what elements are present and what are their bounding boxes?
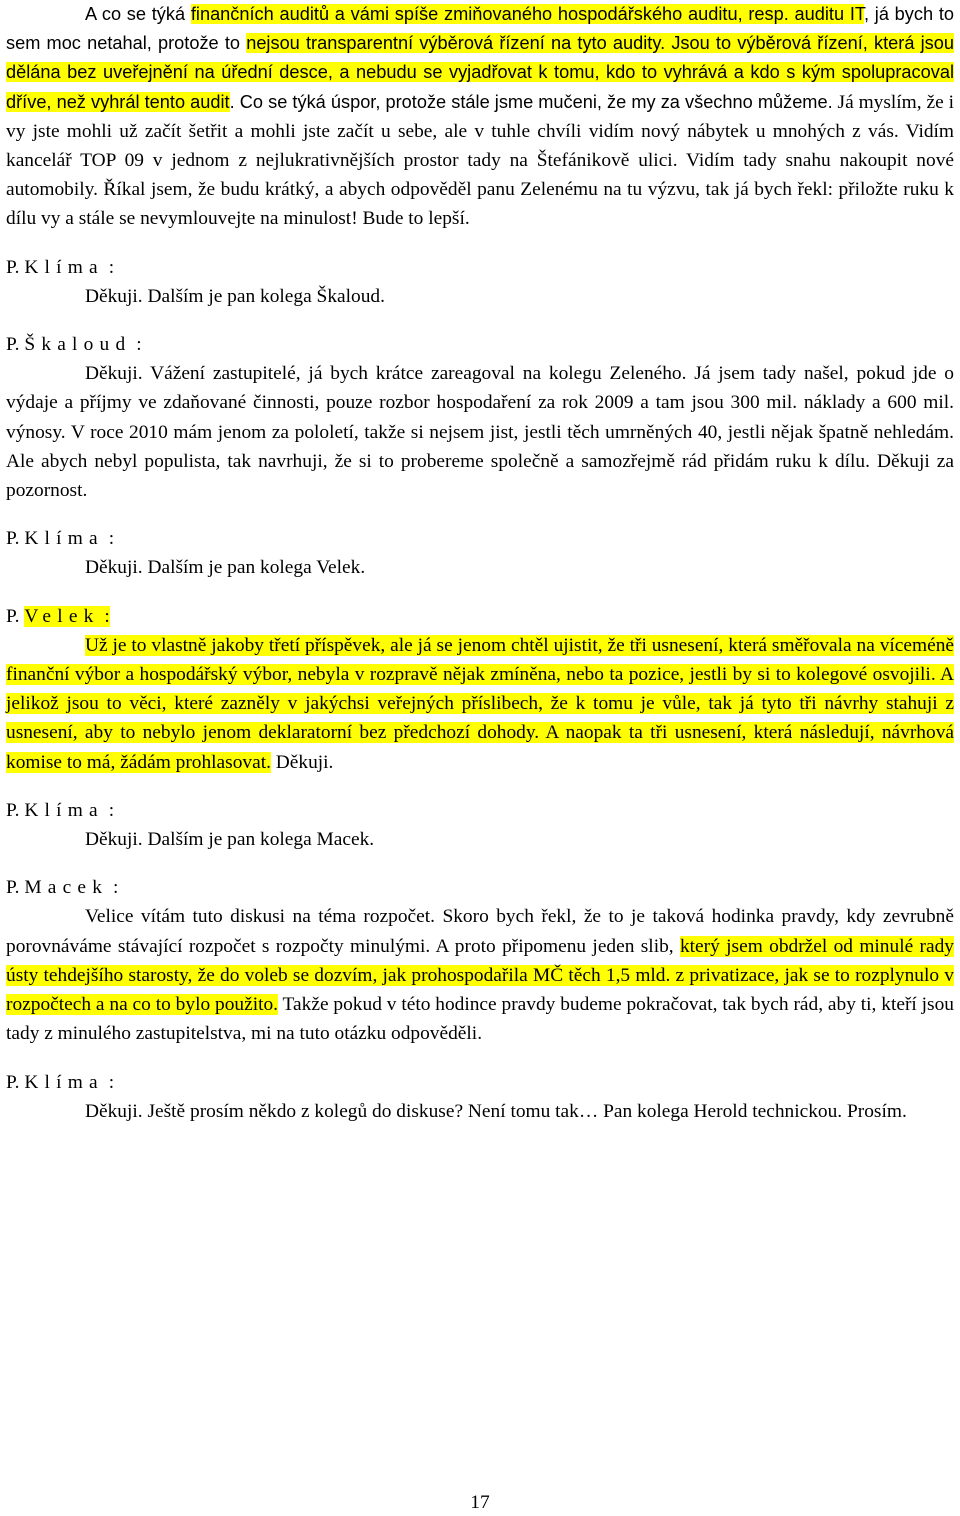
speaker-klima-2: P. Klíma : [6, 528, 115, 550]
paragraph-intro: A co se týká finančních auditů a vámi spíše zmiňovaného hospodářského auditu, resp. auditu IT, já bych to sem moc netahal, protože to nejsou transparentní výběrová řízení na tyto audity. Jsou to výběrová řízení, která jsou dělána bez uveřejnění na úřední desce, a nebudu se vyjadřovat k tomu, kdo to vyhrává a kdo s kým spolupracoval dříve, než vyhrál tento audit. Co se týká úspor, protože stále jsme mučeni, že my za všechno můžeme. Já myslím, že i vy jste mohli už začít šetřit a mohli jste začít u sebe, ale v tuhle chvíli vidím nový nábytek u mnohých z vás. Vidím kancelář TOP 09 v jednom z nejlukrativnějších prostor tady na Štefánikově ulici. Vidím tady snahu nakoupit nové automobily. Říkal jsem, že budu krátký, a abych odpověděl panu Zelenému na tu výzvu, tak já bych řekl: přiložte ruku k dílu vy a stále se nevymlouvejte na minulost! Bude to lepší. [6, 4, 954, 230]
speaker-macek: P. Macek : [6, 877, 119, 899]
paragraph-velek: Už je to vlastně jakoby třetí příspěvek, ale já se jenom chtěl ujistit, že tři usnesení, která směřovala na víceméně finanční výbor a hospodářský výbor, nebyla v rozpravě nějak zmíněna, nebo ta pozice, jestli by si to kolegové osvojili. A jelikož jsou to věci, které zazněly v jakýchsi veřejných příslibech, že k tomu je vůle, tak já tyto tři návrhy stahuji z usnesení, aby to nebylo jenom deklaratorní bez předchozí dohody. A naopak ta tři usnesení, která následují, návrhová komise to má, žádám prohlasovat. Děkuji. [6, 634, 954, 773]
document-page [6, 0, 954, 1126]
speaker-klima-3: P. Klíma : [6, 799, 115, 821]
speaker-klima-4: P. Klíma : [6, 1071, 115, 1093]
paragraph-klima-3: Děkuji. Dalším je pan kolega Macek. [85, 829, 375, 851]
highlight-audits: finančních auditů a vámi spíše zmiňovaného hospodářského auditu, resp. auditu IT [190, 4, 864, 24]
paragraph-klima-1: Děkuji. Dalším je pan kolega Škaloud. [85, 285, 385, 307]
speaker-klima-1: P. Klíma : [6, 256, 115, 278]
highlight-tenders: nejsou transparentní výběrová řízení na tyto audity. Jsou to výběrová řízení, která jsou dělána bez uveřejnění na úřední desce, a nebudu se vyjadřovat k tomu, kdo to vyhrává a kdo s kým spolupracoval dříve, než vyhrál tento audit [6, 33, 954, 112]
highlight-velek: Už je to vlastně jakoby třetí příspěvek, ale já se jenom chtěl ujistit, že tři usnesení, která směřovala na víceméně finanční výbor a hospodářský výbor, nebyla v rozpravě nějak zmíněna, nebo ta pozice, jestli by si to kolegové osvojili. A jelikož jsou to věci, které zazněly v jakýchsi veřejných příslibech, že k tomu je vůle, tak já tyto tři návrhy stahuji z usnesení, aby to nebylo jenom deklaratorní bez předchozí dohody. A naopak ta tři usnesení, která následují, návrhová komise to má, žádám prohlasovat. [6, 634, 954, 773]
paragraph-macek: Velice vítám tuto diskusi na téma rozpočet. Skoro bych řekl, že to je taková hodinka pravdy, kdy zevrubně porovnáváme stávající rozpočet s rozpočty minulými. A proto připomenu jeden slib, který jsem obdržel od minulé rady ústy tehdejšího starosty, že do voleb se dozvím, jak prohospodařila MČ těch 1,5 mld. z privatizace, jak se to rozplynulo v rozpočtech a na co to bylo použito. Takže pokud v této hodince pravdy budeme pokračovat, tak bych rád, aby ti, kteří jsou tady z minulého zastupitelstva, mi na tuto otázku odpověděli. [6, 906, 954, 1045]
paragraph-skaloud: Děkuji. Vážení zastupitelé, já bych krátce zareagoval na kolegu Zeleného. Já jsem tady našel, pokud jde o výdaje a příjmy ve zdaňované činnosti, pouze rozbor hospodaření za rok 2009 a tam jsou 300 mil. náklady a 600 mil. výnosy. V roce 2010 mám jenom za pololetí, takže si nejsem jist, jestli těch umrněných 40, jestli nějak špatně nehledám. Ale abych nebyl populista, tak navrhuji, že si to probereme společně a samozřejmě rád přidám ruku k dílu. Děkuji za pozornost. [6, 363, 954, 502]
page-number: 17 [470, 1492, 490, 1513]
speaker-skaloud: P. Škaloud : [6, 334, 142, 356]
paragraph-klima-2: Děkuji. Dalším je pan kolega Velek. [85, 557, 366, 579]
speaker-velek: P. Velek : [6, 605, 110, 627]
paragraph-klima-4: Děkuji. Ještě prosím někdo z kolegů do diskuse? Není tomu tak… Pan kolega Herold technickou. Prosím. [85, 1100, 907, 1122]
highlight-macek: který jsem obdržel od minulé rady ústy tehdejšího starosty, že do voleb se dozvím, jak prohospodařila MČ těch 1,5 mld. z privatizace, jak se to rozplynulo v rozpočtech a na co to bylo použito. [6, 935, 954, 1016]
